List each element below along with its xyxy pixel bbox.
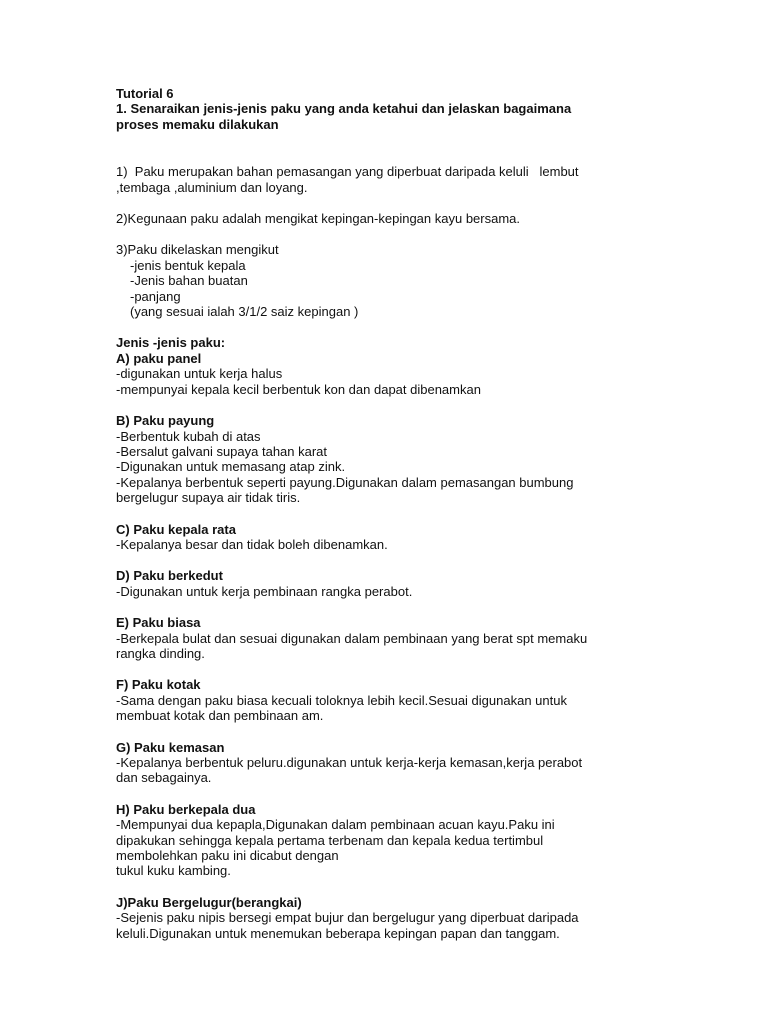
nail-type-description-line: -Berkepala bulat dan sesuai digunakan dalam pembinaan yang berat spt memaku xyxy=(116,630,588,646)
nail-type-title: H) Paku berkepala dua xyxy=(116,801,256,817)
classification-item: -jenis bentuk kepala xyxy=(130,257,246,273)
question-line-2: proses memaku dilakukan xyxy=(116,116,279,132)
document-page xyxy=(116,86,656,941)
nail-type-description-line: keluli.Digunakan untuk menemukan beberapa kepingan papan dan tanggam. xyxy=(116,925,560,941)
nail-type-description-line: membuat kotak dan pembinaan am. xyxy=(116,708,324,724)
nail-type-description-line: rangka dinding. xyxy=(116,645,205,661)
classification-item: -panjang xyxy=(130,288,181,304)
nail-type-description-line: -Kepalanya berbentuk peluru.digunakan untuk kerja-kerja kemasan,kerja perabot xyxy=(116,755,583,770)
nail-type-description-line: -Kepalanya besar dan tidak boleh dibenamkan. xyxy=(116,536,388,552)
nail-type-description-line: -Bersalut galvani supaya tahan karat xyxy=(116,443,328,459)
nail-type-description-line: -Mempunyai dua kepapla,Digunakan dalam pembinaan acuan kayu.Paku ini xyxy=(116,817,555,833)
nail-type-title: G) Paku kemasan xyxy=(116,739,225,755)
types-heading: Jenis -jenis paku: xyxy=(116,335,226,351)
nail-type-description-line: -Kepalanya berbentuk seperti payung.Digunakan dalam pemasangan bumbung xyxy=(116,474,574,490)
nail-types-list xyxy=(116,351,656,941)
nail-type-section xyxy=(116,522,656,553)
nail-type-section xyxy=(116,895,656,941)
nail-type-description-line: -Berbentuk kubah di atas xyxy=(116,428,261,444)
nail-type-description-line: dan sebagainya. xyxy=(116,770,212,786)
nail-type-description-line: membolehkan paku ini dicabut dengan xyxy=(116,848,339,864)
nail-type-title: D) Paku berkedut xyxy=(116,568,223,584)
nail-type-description-line: dipakukan sehingga kepala pertama terbenam dan kepala kedua tertimbul xyxy=(116,832,544,848)
nail-type-description-line: -Digunakan untuk kerja pembinaan rangka perabot. xyxy=(116,583,413,599)
nail-type-section xyxy=(116,615,656,661)
nail-type-description-line: -Digunakan untuk memasang atap zink. xyxy=(116,459,346,475)
question-line-1: 1. Senaraikan jenis-jenis paku yang anda ketahui dan jelaskan bagaimana xyxy=(116,101,572,117)
classification-item: -Jenis bahan buatan xyxy=(130,273,248,289)
intro-paragraph-3-heading: 3)Paku dikelaskan mengikut xyxy=(116,242,279,258)
nail-type-description-line: -Sama dengan paku biasa kecuali toloknya lebih kecil.Sesuai digunakan untuk xyxy=(116,692,567,708)
document-title: Tutorial 6 xyxy=(116,86,174,101)
nail-type-title: E) Paku biasa xyxy=(116,615,201,631)
nail-type-section xyxy=(116,740,656,786)
nail-type-title: C) Paku kepala rata xyxy=(116,521,236,537)
intro-paragraph-1-line-2: ,tembaga ,aluminium dan loyang. xyxy=(116,179,308,195)
intro-paragraph-1-line-1: 1) Paku merupakan bahan pemasangan yang diperbuat daripada keluli lembut xyxy=(116,164,579,180)
nail-type-title: F) Paku kotak xyxy=(116,677,201,693)
intro-paragraph-2: 2)Kegunaan paku adalah mengikat kepingan-kepingan kayu bersama. xyxy=(116,211,521,227)
nail-type-description-line: -mempunyai kepala kecil berbentuk kon dan dapat dibenamkan xyxy=(116,381,481,397)
classification-note: (yang sesuai ialah 3/1/2 saiz kepingan ) xyxy=(130,304,359,320)
nail-type-title: J)Paku Bergelugur(berangkai) xyxy=(116,894,302,910)
nail-type-section xyxy=(116,677,656,723)
nail-type-section xyxy=(116,351,656,397)
nail-type-section xyxy=(116,802,656,879)
nail-type-description-line: bergelugur supaya air tidak tiris. xyxy=(116,490,301,506)
nail-type-description-line: tukul kuku kambing. xyxy=(116,863,231,879)
nail-type-title: B) Paku payung xyxy=(116,413,215,429)
nail-type-title: A) paku panel xyxy=(116,350,202,366)
nail-type-section xyxy=(116,568,656,599)
nail-type-description-line: -digunakan untuk kerja halus xyxy=(116,366,283,382)
nail-type-description-line: -Sejenis paku nipis bersegi empat bujur dan bergelugur yang diperbuat daripada xyxy=(116,910,579,926)
nail-type-section xyxy=(116,413,656,505)
